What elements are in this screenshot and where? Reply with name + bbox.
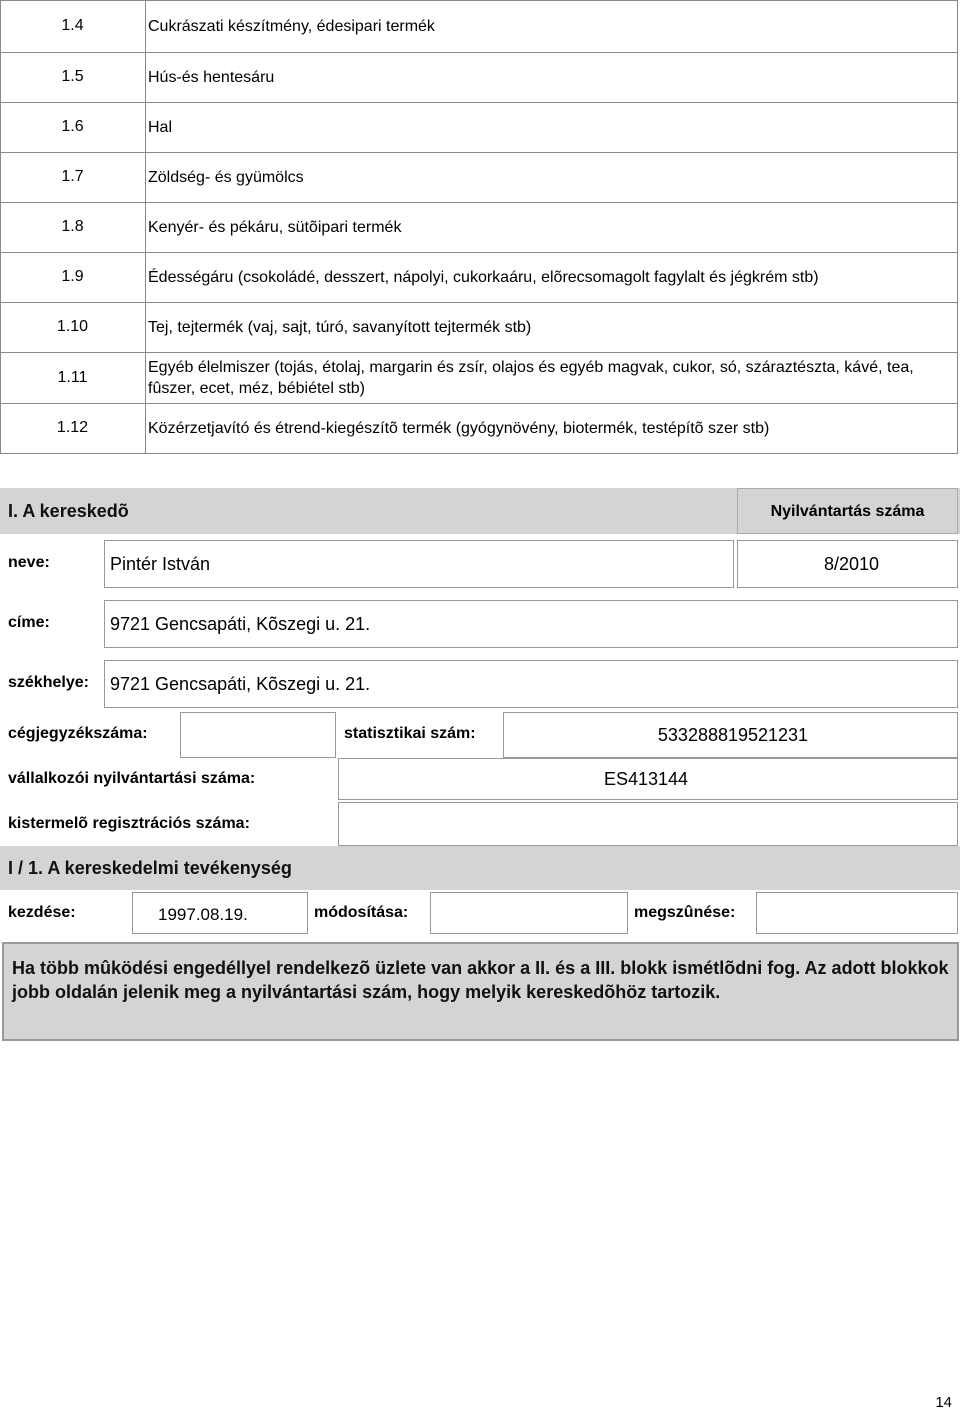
name-label: neve: <box>8 554 50 571</box>
item-number: 1.10 <box>0 302 146 352</box>
item-number: 1.7 <box>0 152 146 202</box>
item-text: Hús-és hentesáru <box>148 68 275 86</box>
small-producer-label: kistermelõ regisztrációs száma: <box>8 815 250 832</box>
statistical-number-value: 533288819521231 <box>657 724 809 745</box>
item-number: 1.12 <box>0 403 146 453</box>
page-number: 14 <box>935 1394 952 1411</box>
seat-label: székhelye: <box>8 674 89 691</box>
item-number: 1.8 <box>0 202 146 252</box>
entrepreneur-number-value: ES413144 <box>603 768 689 789</box>
entrepreneur-number-label: vállalkozói nyilvántartási száma: <box>8 770 256 787</box>
seat-value: 9721 Gencsapáti, Kõszegi u. 21. <box>110 673 371 694</box>
company-registry-label: cégjegyzékszáma: <box>8 725 148 742</box>
list-item <box>0 102 958 153</box>
list-item <box>0 0 958 53</box>
item-number: 1.5 <box>0 52 146 102</box>
start-date-value: 1997.08.19. <box>158 905 248 924</box>
item-number: 1.4 <box>0 0 146 52</box>
list-item <box>0 202 958 253</box>
item-text: Kenyér- és pékáru, sütõipari termék <box>148 218 402 236</box>
list-item <box>0 52 958 103</box>
registry-number: 8/2010 <box>823 553 879 574</box>
item-text: Közérzetjavító és étrend-kiegészítõ termék (gyógynövény, biotermék, testépítõ szer stb) <box>148 419 770 437</box>
registry-number-header: Nyilvántartás száma <box>737 488 958 534</box>
item-number: 1.9 <box>0 252 146 302</box>
modified-value <box>430 892 628 934</box>
list-item <box>0 152 958 203</box>
list-item <box>0 403 958 454</box>
section-title: I. A kereskedõ <box>8 500 129 521</box>
section-title: I / 1. A kereskedelmi tevékenység <box>8 857 292 878</box>
item-text: Zöldség- és gyümölcs <box>148 168 304 186</box>
item-number: 1.11 <box>0 352 146 403</box>
company-registry-value <box>180 712 336 758</box>
item-text: Egyéb élelmiszer (tojás, étolaj, margarin és zsír, olajos és egyéb magvak, cukor, só, száraztészta, kávé, tea, fûszer, ecet, méz, bébiétel stb) <box>148 358 914 397</box>
list-item <box>0 252 958 303</box>
end-date-value <box>756 892 958 934</box>
name-value: Pintér István <box>110 553 211 574</box>
statistical-number-label: statisztikai szám: <box>344 725 476 742</box>
list-item <box>0 302 958 353</box>
item-text: Hal <box>148 118 173 136</box>
notice-text: Ha több mûködési engedéllyel rendelkezõ üzlete van akkor a II. és a III. blokk ismétlõdni fog. Az adott blokkok jobb oldalán jelenik meg a nyilvántartási szám, hogy melyik kereskedõhöz tartozik. <box>12 958 949 1002</box>
item-text: Cukrászati készítmény, édesipari termék <box>148 17 435 35</box>
list-item <box>0 352 958 404</box>
address-value: 9721 Gencsapáti, Kõszegi u. 21. <box>110 613 371 634</box>
small-producer-value <box>338 802 958 846</box>
address-label: címe: <box>8 614 50 631</box>
start-date-label: kezdése: <box>8 904 76 921</box>
item-text: Tej, tejtermék (vaj, sajt, túró, savanyított tejtermék stb) <box>148 318 532 336</box>
item-number: 1.6 <box>0 102 146 152</box>
modified-label: módosítása: <box>314 904 409 921</box>
end-date-label: megszûnése: <box>634 904 736 921</box>
item-text: Édességáru (csokoládé, desszert, nápolyi, cukorkaáru, elõrecsomagolt fagylalt és jégkrém stb) <box>148 268 819 286</box>
notice-box <box>2 942 959 1041</box>
